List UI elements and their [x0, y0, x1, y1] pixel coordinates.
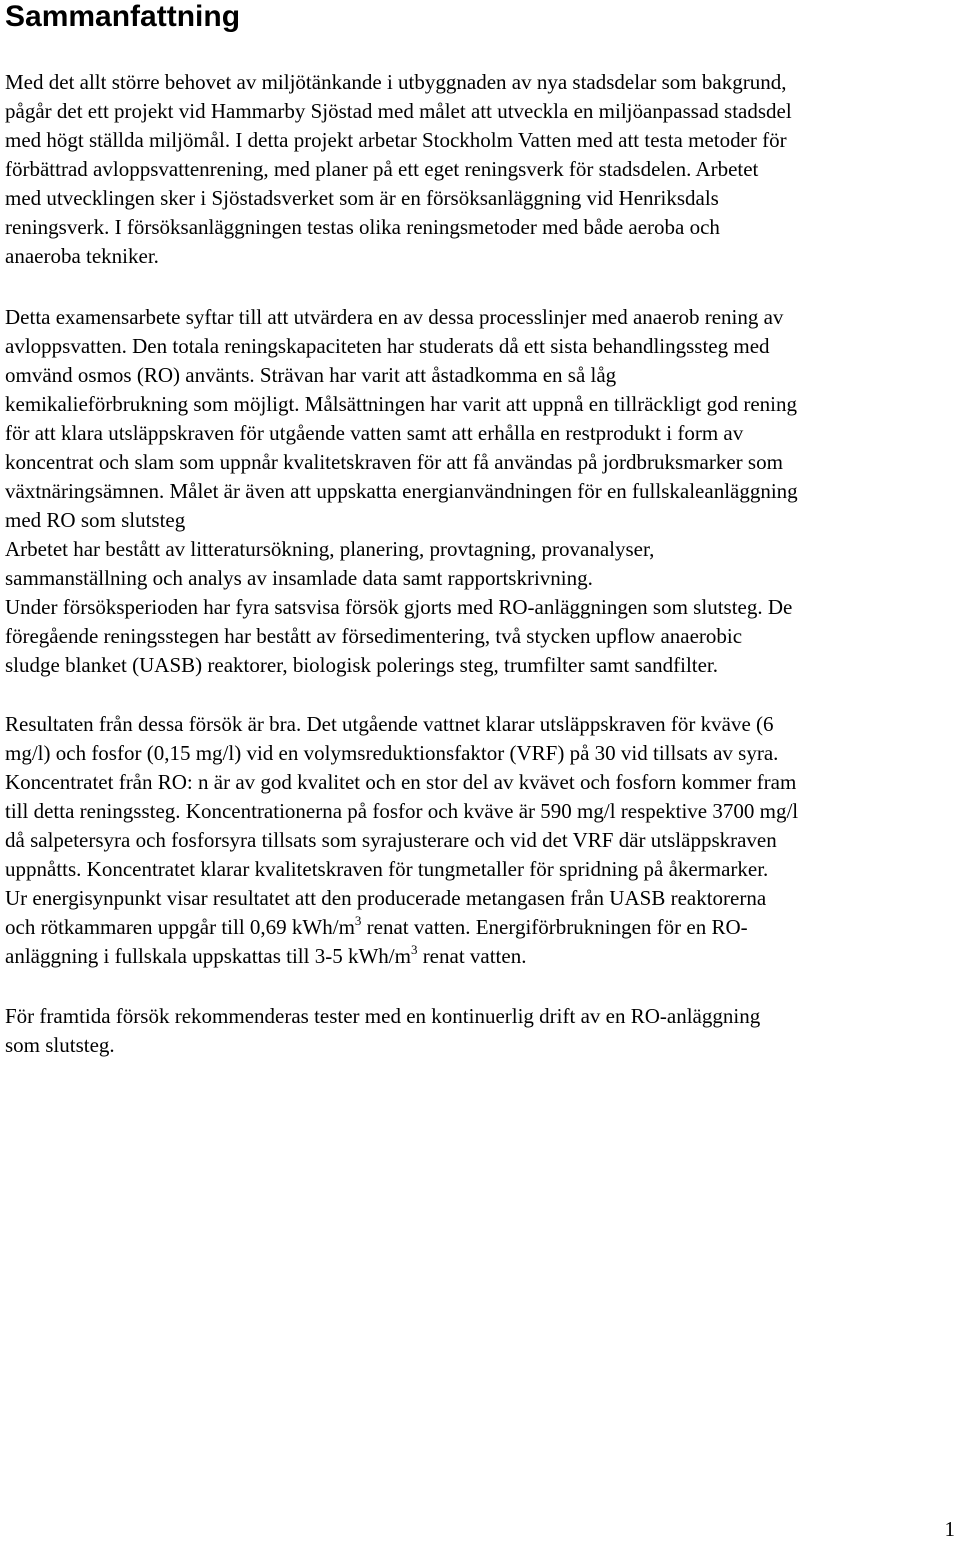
- text-line: Detta examensarbete syftar till att utvärdera en av dessa processlinjer med anaerob rening av: [5, 305, 784, 329]
- text-line: med RO som slutsteg: [5, 508, 186, 532]
- text-line: koncentrat och slam som uppnår kvalitetskraven för att få användas på jordbruksmarker som: [5, 450, 783, 474]
- text-line: mg/l) och fosfor (0,15 mg/l) vid en volymsreduktionsfaktor (VRF) på 30 vid tillsats av syra.: [5, 741, 779, 765]
- text-line-with-superscript: [5, 942, 960, 971]
- text-fragment: renat vatten.: [417, 944, 527, 968]
- text-line: sludge blanket (UASB) reaktorer, biologisk polerings steg, trumfilter samt sandfilter.: [5, 653, 719, 677]
- text-line: omvänd osmos (RO) använts. Strävan har varit att åstadkomma en så låg: [5, 363, 617, 387]
- text-line: Koncentratet från RO: n är av god kvalitet och en stor del av kvävet och fosforn kommer fram: [5, 770, 797, 794]
- page-title: Sammanfattning: [5, 0, 241, 33]
- text-line: För framtida försök rekommenderas tester med en kontinuerlig drift av en RO-anläggning: [5, 1004, 761, 1028]
- text-line: som slutsteg.: [5, 1033, 115, 1057]
- text-line: reningsverk. I försöksanläggningen testas olika reningsmetoder med både aeroba och: [5, 215, 720, 239]
- text-line: pågår det ett projekt vid Hammarby Sjöstad med målet att utveckla en miljöanpassad stadsdel: [5, 99, 792, 123]
- text-line: Ur energisynpunkt visar resultatet att den producerade metangasen från UASB reaktorerna: [5, 886, 767, 910]
- text-line: Med det allt större behovet av miljötänkande i utbyggnaden av nya stadsdelar som bakgrund,: [5, 70, 787, 94]
- text-fragment: renat vatten. Energiförbrukningen för en RO-: [361, 915, 748, 939]
- text-line: avloppsvatten. Den totala reningskapaciteten har studerats då ett sista behandlingssteg med: [5, 334, 770, 358]
- superscript: 3: [410, 942, 418, 957]
- text-line: då salpetersyra och fosforsyra tillsats som syrajusterare och vid det VRF där utsläppskraven: [5, 828, 777, 852]
- superscript: 3: [354, 913, 362, 928]
- text-line: till detta reningssteg. Koncentrationerna på fosfor och kväve är 590 mg/l respektive 3700 mg/l: [5, 799, 799, 823]
- text-line: sammanställning och analys av insamlade data samt rapportskrivning.: [5, 566, 593, 590]
- text-fragment: anläggning i fullskala uppskattas till 3-5 kWh/m: [5, 944, 411, 968]
- text-fragment: och rötkammaren uppgår till 0,69 kWh/m: [5, 915, 355, 939]
- paragraph-aim-and-method: [5, 303, 960, 680]
- paragraph-recommendation: [5, 1002, 960, 1060]
- text-line: uppnåtts. Koncentratet klarar kvalitetskraven för tungmetaller för spridning på åkermarker.: [5, 857, 769, 881]
- text-line: förbättrad avloppsvattenrening, med planer på ett eget reningsverk för stadsdelen. Arbetet: [5, 157, 759, 181]
- text-line: föregående reningsstegen har bestått av försedimentering, två stycken upflow anaerobic: [5, 624, 743, 648]
- text-line: med utvecklingen sker i Sjöstadsverket som är en försöksanläggning vid Henriksdals: [5, 186, 719, 210]
- page-number: 1: [944, 1517, 955, 1541]
- text-line: växtnäringsämnen. Målet är även att uppskatta energianvändningen för en fullskaleanläggning: [5, 479, 798, 503]
- paragraph-results: [5, 710, 960, 971]
- text-line: kemikalieförbrukning som möjligt. Målsättningen har varit att uppnå en tillräckligt god rening: [5, 392, 797, 416]
- text-line-with-superscript: [5, 913, 960, 942]
- text-line: med högt ställda miljömål. I detta projekt arbetar Stockholm Vatten med att testa metoder för: [5, 128, 787, 152]
- paragraph-background: [5, 68, 960, 271]
- text-line: Resultaten från dessa försök är bra. Det utgående vattnet klarar utsläppskraven för kväve (6: [5, 712, 774, 736]
- text-line: anaeroba tekniker.: [5, 244, 159, 268]
- text-line: Under försöksperioden har fyra satsvisa försök gjorts med RO-anläggningen som slutsteg. De: [5, 595, 793, 619]
- text-line: för att klara utsläppskraven för utgående vatten samt att erhålla en restprodukt i form av: [5, 421, 744, 445]
- text-line: Arbetet har bestått av litteratursökning, planering, provtagning, provanalyser,: [5, 537, 655, 561]
